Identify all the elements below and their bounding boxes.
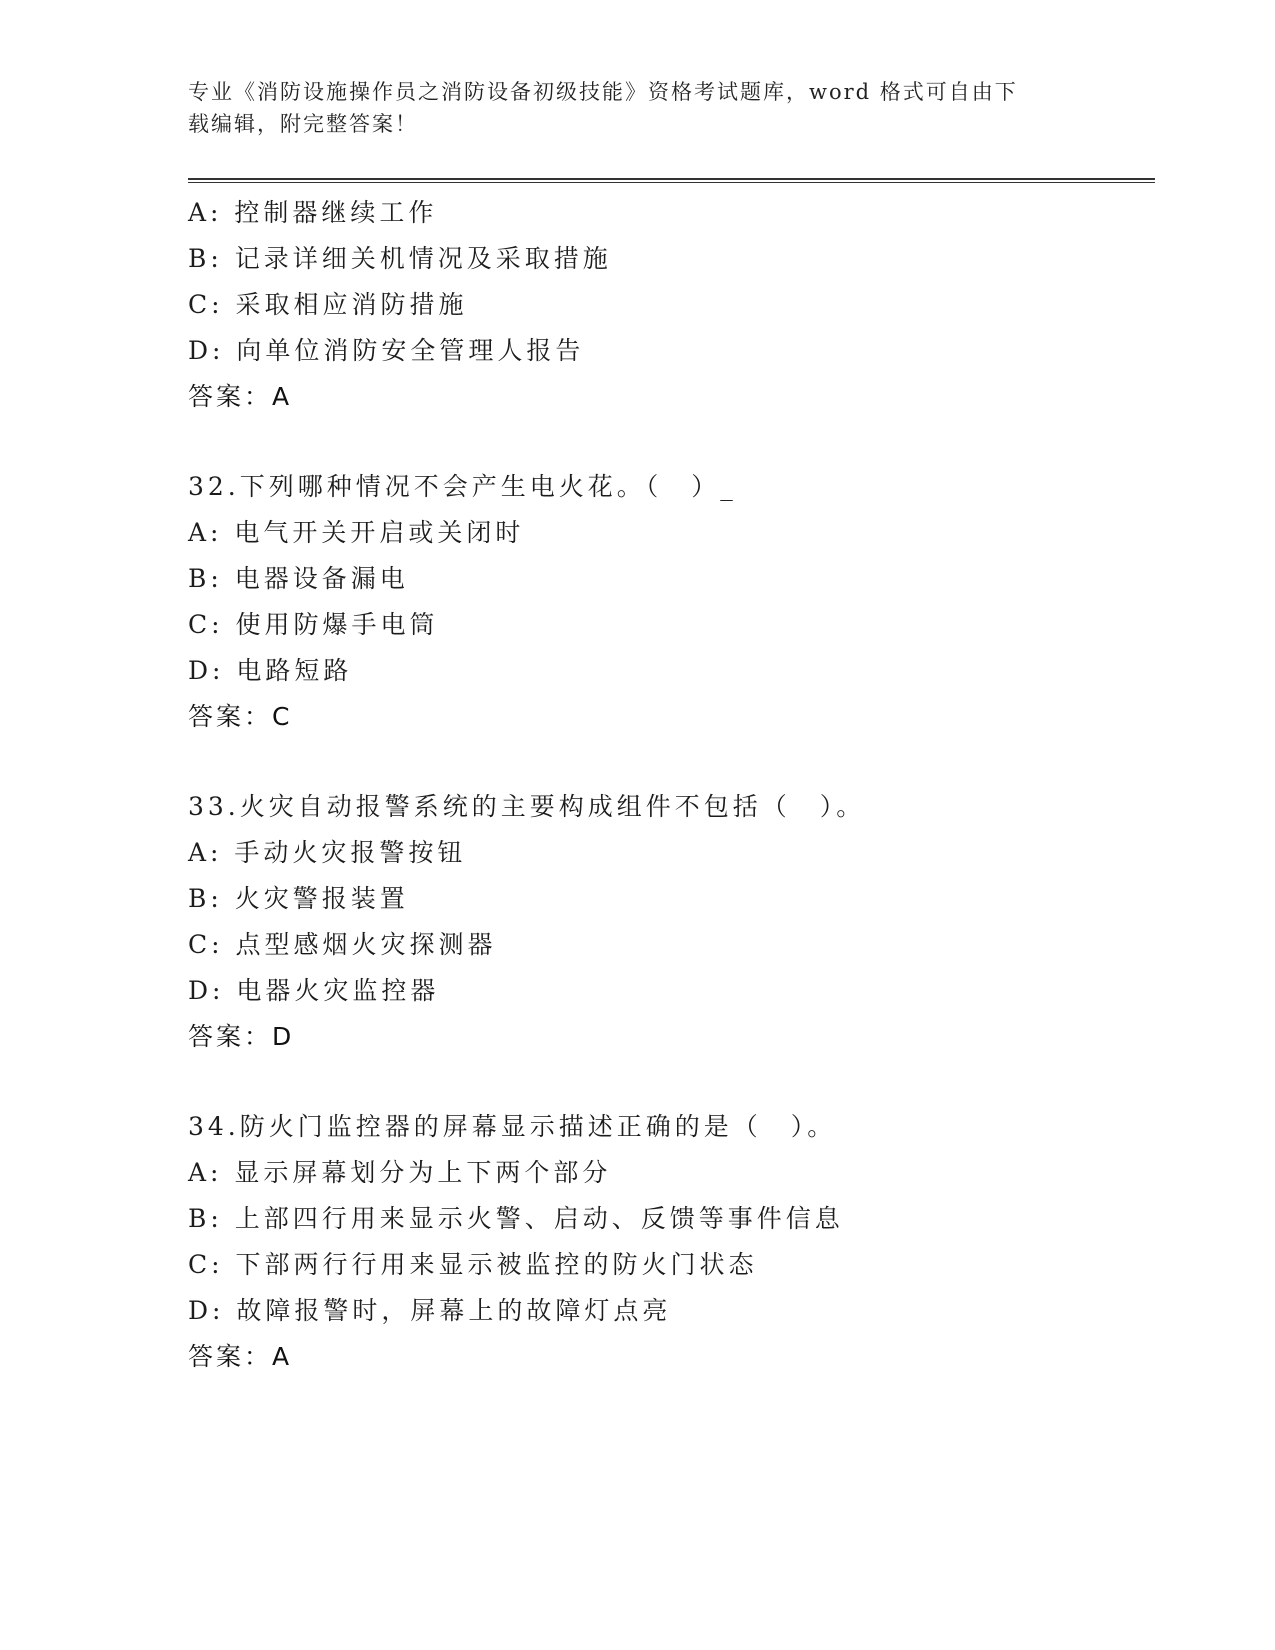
- option-b: B: 电器设备漏电: [188, 564, 409, 593]
- question-stem: 32.下列哪种情况不会产生电火花。（ ）_: [188, 472, 737, 501]
- option-a: A: 电气开关开启或关闭时: [188, 518, 525, 547]
- header-divider: [188, 178, 1155, 183]
- question-34: [188, 1104, 1155, 1380]
- option-c: C: 采取相应消防措施: [188, 290, 468, 319]
- option-c: C: 下部两行行用来显示被监控的防火门状态: [188, 1250, 758, 1279]
- option-c: C: 使用防爆手电筒: [188, 610, 439, 639]
- option-d: D: 向单位消防安全管理人报告: [188, 336, 585, 365]
- option-d: D: 电器火灾监控器: [188, 976, 440, 1005]
- answer-line: 答案：D: [188, 1022, 295, 1051]
- spacer: [188, 740, 1155, 784]
- spacer: [188, 1060, 1155, 1104]
- option-b: B: 火灾警报装置: [188, 884, 409, 913]
- spacer: [188, 420, 1155, 464]
- option-d: D: 故障报警时，屏幕上的故障灯点亮: [188, 1296, 672, 1325]
- question-stem: 34.防火门监控器的屏幕显示描述正确的是（ ）。: [188, 1112, 837, 1141]
- header-line-1: 专业《消防设施操作员之消防设备初级技能》资格考试题库，word 格式可自由下: [188, 80, 1018, 104]
- question-31-continued: [188, 190, 1155, 420]
- question-stem: 33.火灾自动报警系统的主要构成组件不包括（ ）。: [188, 792, 866, 821]
- question-33: [188, 784, 1155, 1060]
- answer-line: 答案：A: [188, 1342, 293, 1371]
- option-d: D: 电路短路: [188, 656, 353, 685]
- question-list: [188, 190, 1155, 1380]
- option-a: A: 控制器继续工作: [188, 198, 438, 227]
- option-a: A: 手动火灾报警按钮: [188, 838, 467, 867]
- option-b: B: 记录详细关机情况及采取措施: [188, 244, 612, 273]
- header-line-2: 载编辑，附完整答案！: [188, 112, 418, 136]
- option-a: A: 显示屏幕划分为上下两个部分: [188, 1158, 612, 1187]
- question-32: [188, 464, 1155, 740]
- answer-line: 答案：C: [188, 702, 293, 731]
- option-c: C: 点型感烟火灾探测器: [188, 930, 497, 959]
- option-b: B: 上部四行用来显示火警、启动、反馈等事件信息: [188, 1204, 844, 1233]
- document-header: [188, 76, 1078, 140]
- answer-line: 答案：A: [188, 382, 293, 411]
